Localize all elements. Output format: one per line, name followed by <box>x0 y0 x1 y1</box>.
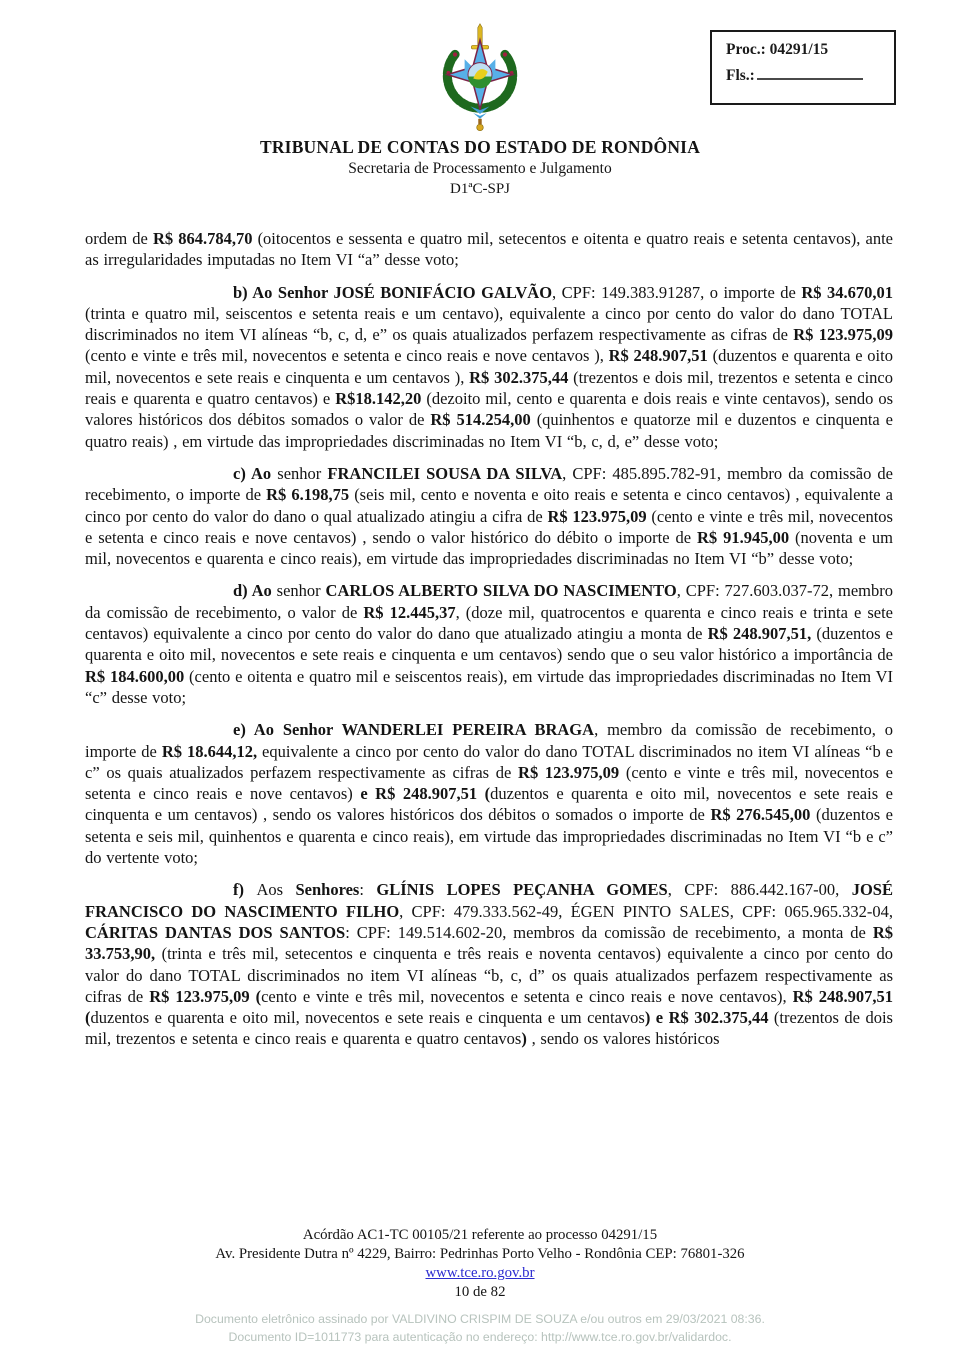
text-run-bold: FRANCILEI SOUSA DA SILVA <box>327 463 563 483</box>
signature-line-1: Documento eletrônico assinado por VALDIVINO CRISPIM DE SOUZA e/ou outros em 29/03/2021 08:36. <box>195 1312 765 1326</box>
body-paragraph <box>85 580 893 708</box>
text-run-bold: GLÍNIS LOPES PEÇANHA GOMES <box>376 880 668 900</box>
text-run-bold: R$ 302.375,44 <box>469 367 574 387</box>
text-run-bold: R$ 276.545,00 <box>710 805 816 825</box>
body-paragraph <box>85 719 893 868</box>
text-run-bold: R$ 248.907,51 <box>608 346 713 366</box>
text-run: (quinhentos e quatorze mil e duzentos e cinquenta e quatro reais) , em virtude das impropriedades discriminadas no Item VI “b, c, d, e” desse voto; <box>85 410 893 451</box>
footer-address-line: Av. Presidente Dutra nº 4229, Bairro: Pedrinhas Porto Velho - Rondônia CEP: 76801-326 <box>215 1246 745 1262</box>
text-run-bold: R$ 6.198,75 <box>266 485 355 505</box>
text-run: (cento e vinte e três mil, novecentos e setenta e cinco reais e nove centavos) , sendo o valor histórico do débito o importe de <box>85 506 893 547</box>
text-run-bold: ) e R$ 302.375,44 <box>644 1008 774 1028</box>
tce-website-link[interactable]: www.tce.ro.gov.br <box>425 1265 535 1281</box>
text-run: , CPF: 149.383.91287, o importe de <box>552 282 802 302</box>
text-run-bold: ) <box>521 1029 532 1049</box>
text-run: (duzentos e setenta e seis mil, quinhentos e quarenta e cinco reais), em virtude das impropriedades discriminadas no Item VI “b e c” do vertente voto; <box>85 805 893 868</box>
document-body <box>85 228 893 1061</box>
footer-link-line <box>0 1264 960 1283</box>
text-run: (cento e vinte e três mil, novecentos e setenta e cinco reais e nove centavos) <box>85 762 893 804</box>
text-run: , CPF: 727.603.037-72, membro da comissão de recebimento, o valor de <box>85 581 894 622</box>
text-run: ordem de <box>85 229 153 248</box>
text-run-bold: R$18.142,20 <box>335 389 427 409</box>
text-run: (trezentos e dois mil, trezentos e setenta e cinco reais e quarenta e quatro centavos) e <box>85 367 893 409</box>
text-run-bold: R$ 33.753,90, <box>85 922 893 964</box>
text-run: (cento e vinte e três mil, novecentos e setenta e cinco reais e nove centavos ), <box>85 346 609 366</box>
text-run-bold: b) Ao Senhor JOSÉ BONIFÁCIO GALVÃO <box>233 282 553 302</box>
page-number: 10 de 82 <box>454 1284 506 1300</box>
process-folio-box <box>710 30 896 105</box>
org-name: TRIBUNAL DE CONTAS DO ESTADO DE RONDÔNIA <box>259 137 701 157</box>
text-run-bold: R$ 18.644,12, <box>161 741 258 761</box>
text-run-bold: R$ 12.445,37 <box>363 602 456 622</box>
text-run: , (doze mil, quatrocentos e quarenta e cinco reais e trinta e sete centavos) equivalente a cinco por cento do valor do dano que atualizado atingiu a monta de <box>85 602 893 644</box>
process-number: Proc.: 04291/15 <box>726 41 829 58</box>
text-run: duzentos e quarenta e oito mil, novecentos e sete reais e cinquenta e um centavos <box>90 1008 645 1028</box>
org-department: Secretaria de Processamento e Julgamento <box>348 160 612 178</box>
signature-line-2: Documento ID=1011773 para autenticação no endereço: http://www.tce.ro.gov.br/validardoc. <box>228 1330 732 1344</box>
text-run: , CPF: 485.895.782-91, membro da comissão de recebimento, o importe de <box>85 463 894 505</box>
text-run: equivalente a cinco por cento do valor do dano TOTAL discriminados no item VI alíneas “b e c” os quais atualizados perfazem respectivamente as cifras de <box>85 741 893 782</box>
rondonia-coat-of-arms-icon <box>432 22 528 139</box>
text-run-bold: R$ 248.907,51 ( <box>85 986 893 1028</box>
text-run: , membro da comissão de recebimento, o importe de <box>85 720 893 761</box>
body-paragraph <box>85 282 893 452</box>
text-run: (duzentos e quarenta e oito mil, novecentos e sete reais e cinquenta e um centavos ), <box>85 346 893 387</box>
text-run-bold: c) Ao <box>233 463 278 483</box>
text-run: (noventa e um mil, novecentos e quarenta e cinco reais), em virtude das impropriedades discriminadas no Item VI “b” desse voto; <box>85 527 893 569</box>
text-run: : <box>359 880 377 900</box>
folio-label: Fls.: <box>726 67 755 85</box>
text-run: : CPF: 149.514.602-20, membros da comissão de recebimento, a monta de <box>345 922 873 942</box>
text-run-bold: e R$ 248.907,51 ( <box>360 784 491 804</box>
folio-row <box>726 67 882 84</box>
body-paragraph <box>85 463 893 569</box>
text-run-bold: f) <box>233 880 257 900</box>
text-run: (seis mil, cento e noventa e oito reais e setenta e cinco centavos) , equivalente a cinco por cento do valor do dano o qual atualizado atingiu a cifra de <box>85 485 893 526</box>
electronic-signature-stamp <box>0 1310 960 1346</box>
text-run-bold: d) Ao <box>233 581 277 601</box>
text-run: Aos <box>256 880 296 900</box>
body-paragraph <box>85 228 893 271</box>
text-run-bold: R$ 248.907,51, <box>707 624 812 644</box>
text-run: , sendo os valores históricos <box>531 1029 720 1049</box>
footer-acordao-line: Acórdão AC1-TC 00105/21 referente ao processo 04291/15 <box>302 1227 658 1243</box>
text-run-bold: R$ 123.975,09 ( <box>149 986 262 1006</box>
text-run-bold: R$ 123.975,09 <box>793 325 893 345</box>
text-run: (trinta e três mil, setecentos e cinquenta e três reais e noventa centavos) equivalente a cinco por cento do valor do dano TOTAL discriminados no item VI alíneas “b, c, d” os quais atualizados perfazem respectivamente as cifras de <box>85 944 893 1006</box>
page-footer <box>0 1226 960 1302</box>
text-run-bold: R$ 864.784,70 <box>152 229 258 248</box>
text-run: (trezentos de dois mil, trezentos e setenta e cinco reais e quarenta e quatro centavos <box>85 1008 893 1049</box>
text-run-bold: R$ 514.254,00 <box>430 410 537 430</box>
text-run-bold: Senhores <box>295 880 360 900</box>
text-run-bold: R$ 123.975,09 <box>547 506 652 526</box>
text-run: cento e vinte e três mil, novecentos e setenta e cinco reais e nove centavos), <box>261 986 793 1006</box>
org-unit: D1ªC-SPJ <box>450 181 510 198</box>
text-run-bold: CARLOS ALBERTO SILVA DO NASCIMENTO <box>325 581 677 601</box>
text-run: (cento e oitenta e quatro mil e seiscentos reais), em virtude das impropriedades discriminadas no Item VI “c” desse voto; <box>85 666 893 707</box>
text-run-bold: CÁRITAS DANTAS DOS SANTOS <box>85 922 346 942</box>
text-run-bold: R$ 123.975,09 <box>518 762 626 782</box>
text-run-bold: e) Ao Senhor WANDERLEI PEREIRA BRAGA <box>233 720 595 740</box>
text-run: duzentos e quarenta e oito mil, novecentos e sete reais e cinquenta e um centavos) , sendo os valores históricos dos débitos o somados o importe de <box>85 784 893 825</box>
text-run: senhor <box>277 463 328 483</box>
text-run: , CPF: 479.333.562-49, ÉGEN PINTO SALES, CPF: 065.965.332-04, <box>399 901 893 921</box>
text-run-bold: R$ 184.600,00 <box>85 666 190 686</box>
folio-blank-line <box>757 67 863 80</box>
text-run: (duzentos e quarenta e oito mil, novecentos e sete reais e cinquenta e um centavos) sendo que o seu valor histórico a importância de <box>85 624 893 665</box>
text-run: (trinta e quatro mil, seiscentos e setenta reais e um centavo), equivalente a cinco por cento do valor do dano TOTAL discriminados no item VI alíneas “b, c, d, e” os quais atualizados perfazem respectivamente as cifras de <box>85 303 893 345</box>
letterhead <box>0 137 960 199</box>
text-run-bold: R$ 34.670,01 <box>801 282 893 302</box>
text-run: senhor <box>276 581 326 601</box>
text-run: (oitocentos e sessenta e quatro mil, setecentos e oitenta e quatro reais e setenta centavos), ante as irregularidades imputadas no Item VI “a” desse voto; <box>85 229 893 270</box>
text-run: (dezoito mil, cento e quarenta e dois reais e vinte centavos), sendo os valores históricos dos débitos somados o valor de <box>85 389 893 430</box>
text-run: , CPF: 886.442.167-00, <box>667 880 852 900</box>
text-run-bold: R$ 91.945,00 <box>696 527 795 547</box>
text-run-bold: JOSÉ FRANCISCO DO NASCIMENTO FILHO <box>85 880 893 921</box>
body-paragraph <box>85 879 893 1049</box>
